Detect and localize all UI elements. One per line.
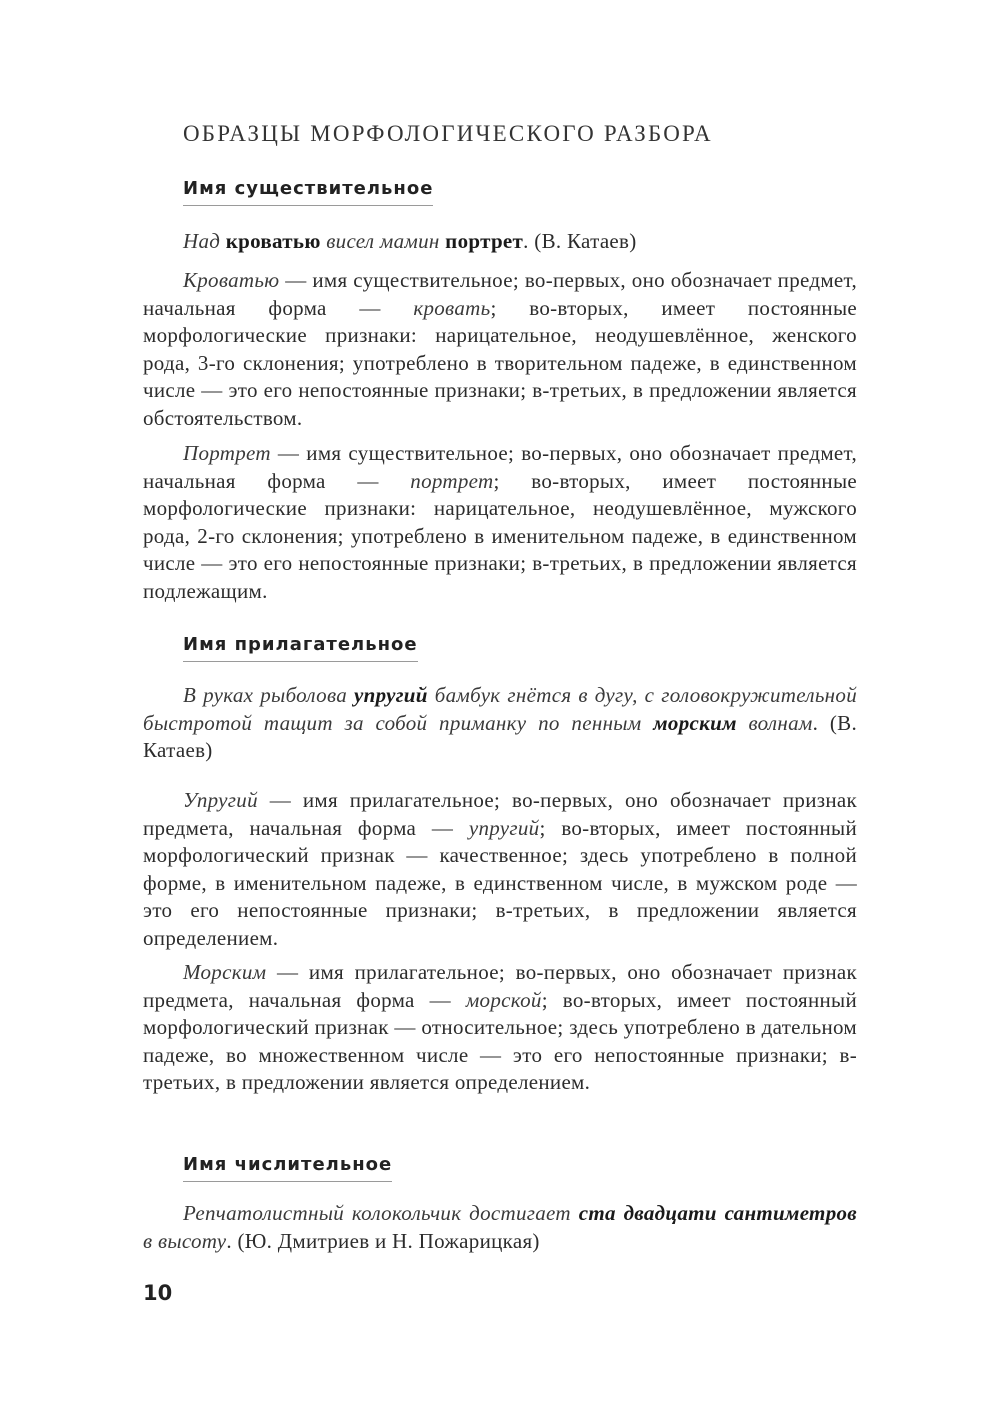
text-run: ; во-вторых, имеет постоянные морфологические признаки: нарицательное, неодушевлённое, мужского рода, 2-го склонения; употреблено в именительном падеже, в единственном числе — это его непостоянные признаки; в-третьих, в предложении является подлежащим. <box>143 468 857 603</box>
italic-run: в высоту <box>143 1228 227 1253</box>
italic-run: Кроватью <box>183 268 280 292</box>
example-sentence-adjective <box>143 682 857 765</box>
italic-run: морской <box>465 987 542 1012</box>
italic-run: бамбук гнётся в дугу, с головокружительной быстротой тащит за собой приманку по пенным <box>143 683 858 735</box>
italic-run: упругий <box>468 815 540 840</box>
text-run: ; во-вторых, имеет постоянные морфологические признаки: нарицательное, неодушевлённое, женского рода, 3-го склонения; употреблено в творительном падеже, в единственном числе — это его непостоянные признаки; в-третьих, в предложении является обстоятельством. <box>143 295 858 430</box>
emphasized-word: портрет <box>445 229 524 253</box>
italic-run: Морским <box>183 960 267 984</box>
page-number: 10 <box>143 1281 173 1305</box>
italic-run: В руках рыболова <box>183 683 354 707</box>
emphasized-word: морским <box>653 710 737 735</box>
section-heading-noun: Имя существительное <box>183 178 433 206</box>
example-sentence-numeral <box>143 1200 857 1255</box>
text-run: — имя прилагательное; во-первых, оно обозначает признак предмета, начальная форма — <box>143 788 857 840</box>
example-sentence-noun <box>143 228 857 256</box>
text-run: — имя прилагательное; во-первых, оно обозначает признак предмета, начальная форма — <box>143 960 857 1012</box>
analysis-paragraph-uprugiy <box>143 787 857 952</box>
italic-run: Над <box>183 229 226 253</box>
text-run: . (Ю. Дмитриев и Н. Пожарицкая) <box>226 1228 540 1253</box>
text-run: — имя существительное; во-первых, оно обозначает предмет, начальная форма — <box>143 268 857 320</box>
page-title: ОБРАЗЦЫ МОРФОЛОГИЧЕСКОГО РАЗБОРА <box>183 121 713 146</box>
italic-run: волнам <box>736 710 813 735</box>
italic-run: кровать <box>413 295 491 320</box>
analysis-paragraph-portret <box>143 440 857 605</box>
analysis-paragraph-krovatyu <box>143 267 857 432</box>
italic-run: Репчатолистный колокольчик достигает <box>183 1201 579 1225</box>
emphasized-word: кроватью <box>225 229 321 253</box>
text-run: — имя существительное; во-первых, оно обозначает предмет, начальная форма — <box>143 441 857 493</box>
text-run: . (В. Катаев) <box>143 710 857 762</box>
text-run: ; во-вторых, имеет постоянный морфологический признак — качественное; здесь употреблено в полной форме, в именительном падеже, в единственном числе, в мужском роде — это его непостоянные признаки; в-третьих, в предложении является определением. <box>143 815 858 950</box>
section-heading-numeral: Имя числительное <box>183 1154 392 1182</box>
text-run: . (В. Катаев) <box>523 229 637 253</box>
italic-run: Упругий <box>183 788 258 812</box>
analysis-paragraph-morskim <box>143 959 857 1097</box>
emphasized-word: упругий <box>354 683 428 707</box>
section-heading-adjective: Имя прилагательное <box>183 634 418 662</box>
italic-run: портрет <box>410 468 494 493</box>
emphasized-word: ста двадцати сантиметров <box>578 1201 857 1225</box>
italic-run: Портрет <box>183 441 271 465</box>
text-run: ; во-вторых, имеет постоянный морфологический признак — относительное; здесь употреблено в дательном падеже, во множественном числе — это его непостоянные признаки; в-третьих, в предложении является определением. <box>143 987 857 1094</box>
italic-run: висел мамин <box>320 229 446 253</box>
